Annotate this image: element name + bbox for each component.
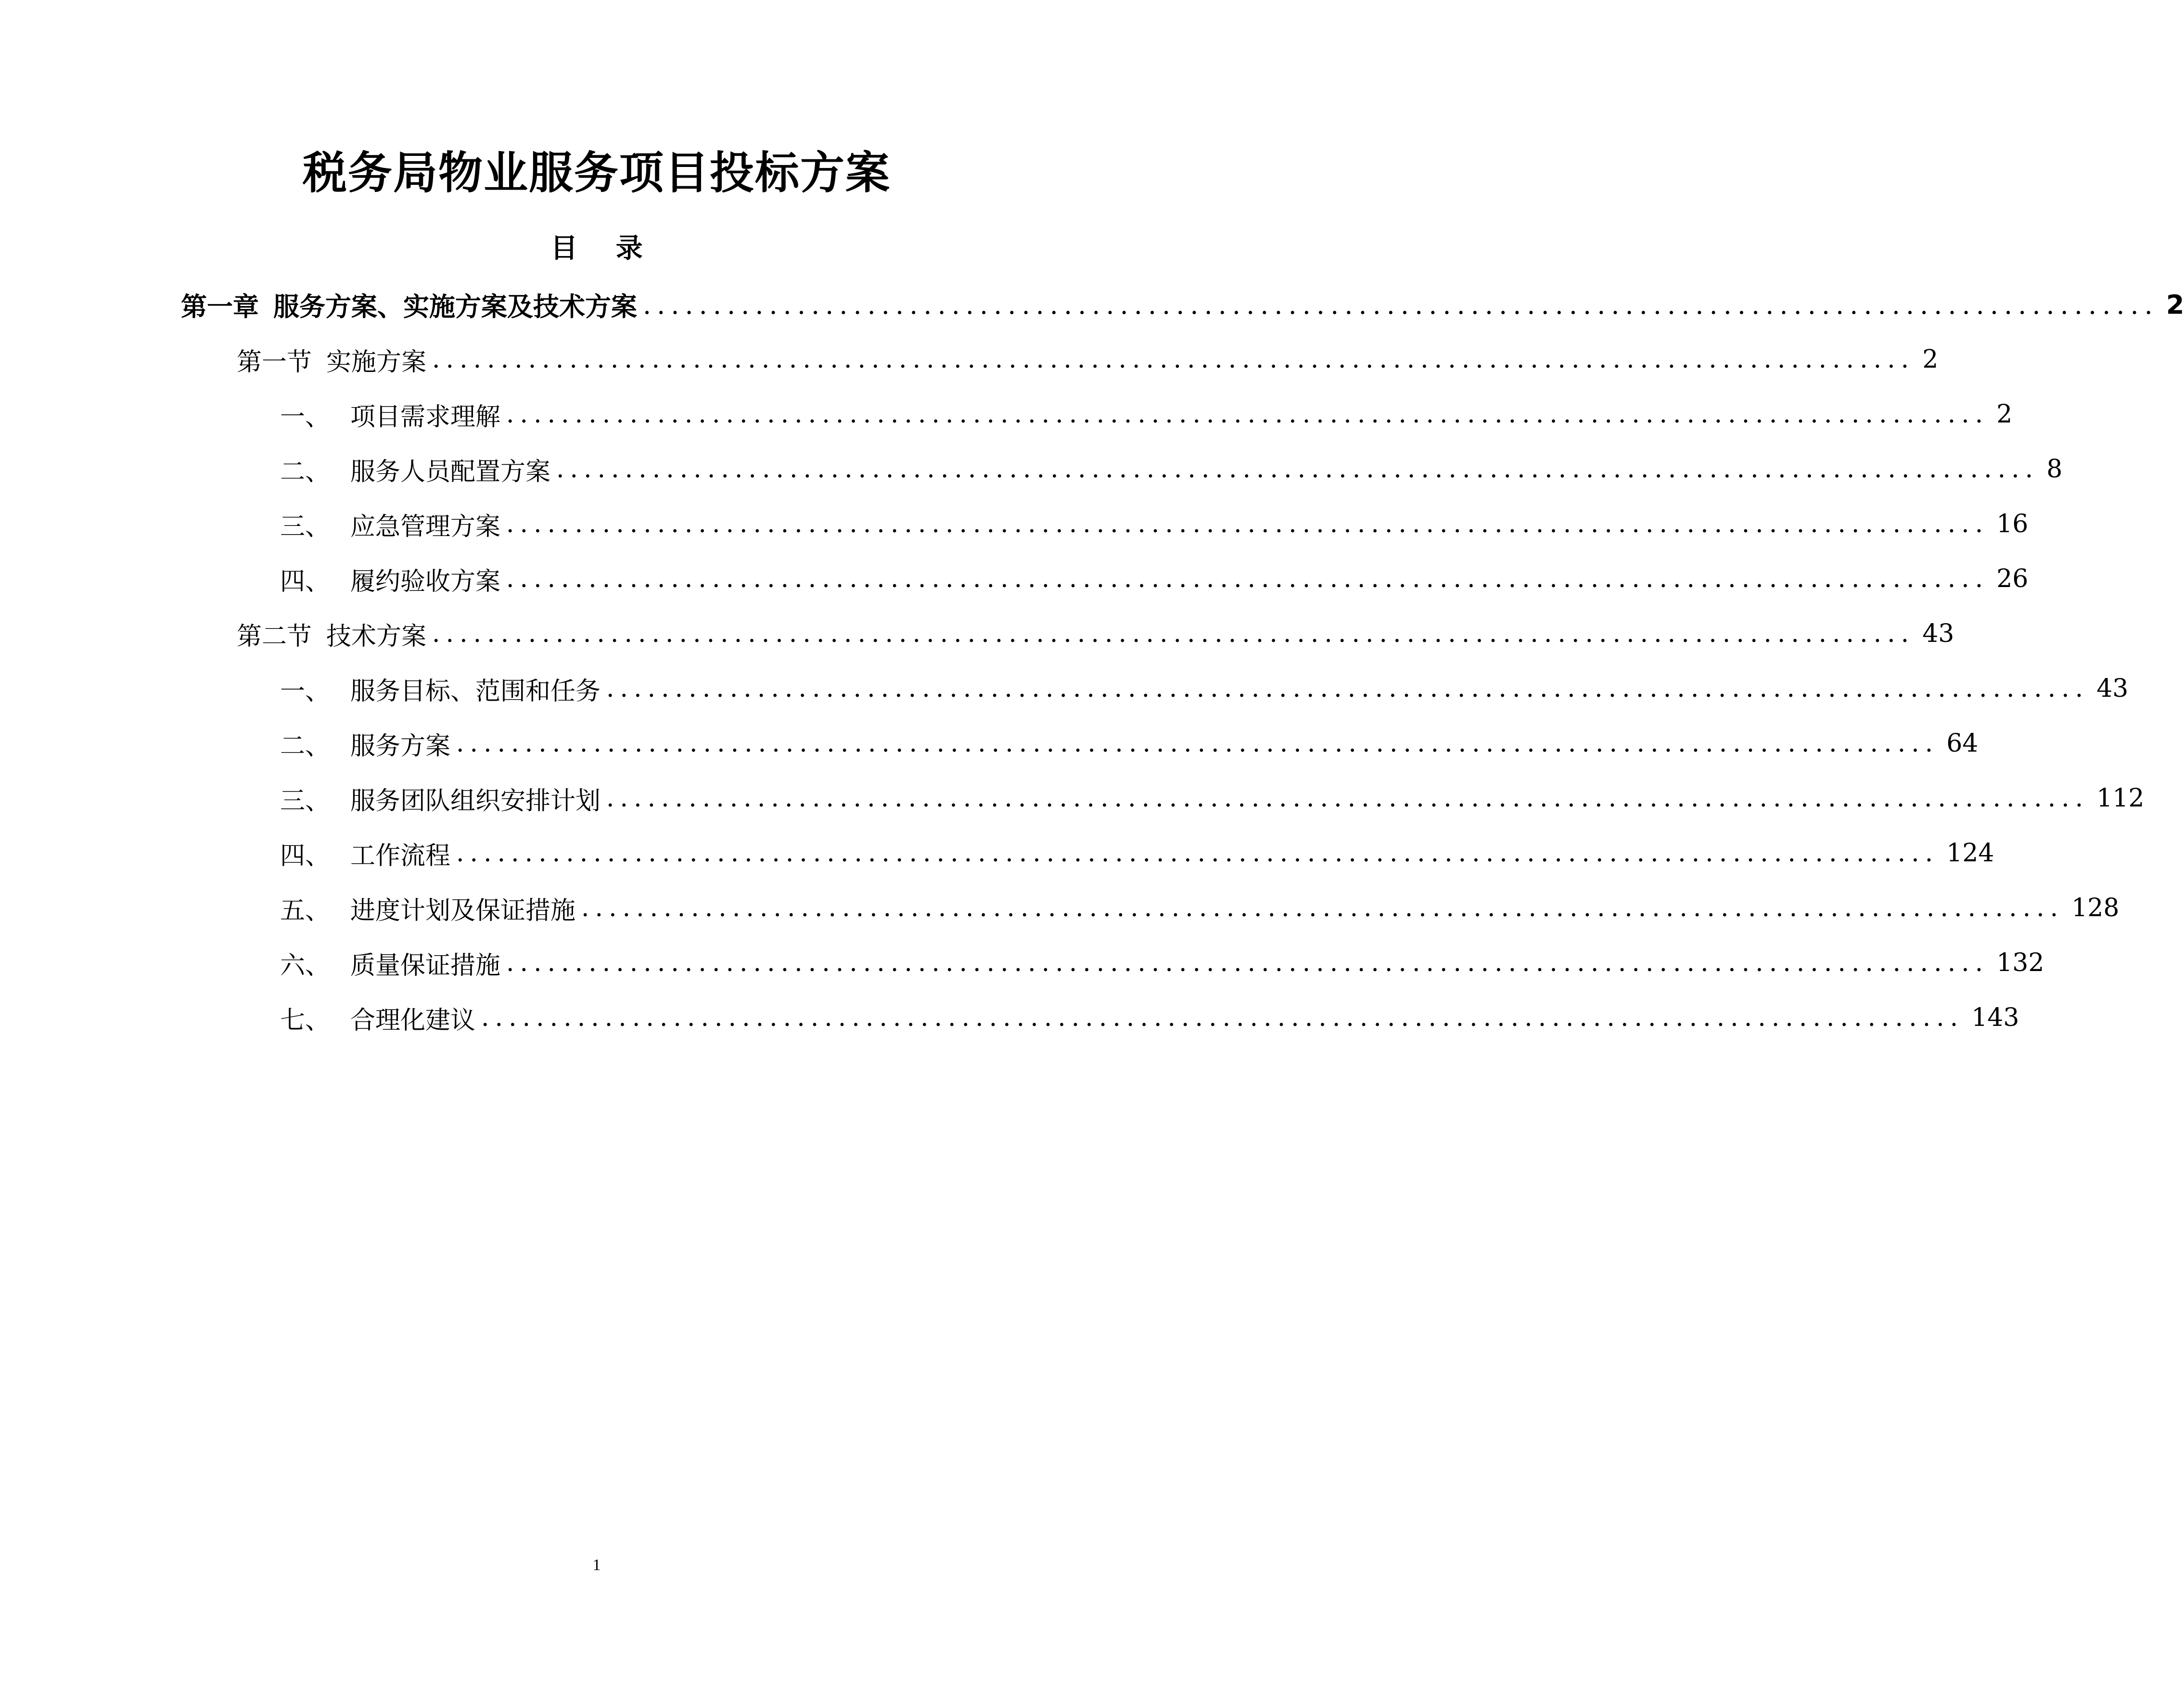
toc-item-number: 六、 <box>280 951 331 980</box>
toc-dot-leader: ............................................................................................................ <box>606 784 2089 813</box>
toc-item-number: 三、 <box>280 786 331 816</box>
toc-item-number: 一、 <box>280 402 331 432</box>
toc-entry-item[interactable] <box>280 557 2029 601</box>
toc-dot-leader: ............................................................................................................ <box>432 619 1915 648</box>
toc-item-title: 服务方案 <box>350 731 451 761</box>
toc-dot-leader: ............................................................................................................ <box>506 510 1989 538</box>
toc-section-title: 实施方案 <box>326 347 427 377</box>
toc-dot-leader: ............................................................................................................ <box>506 400 1989 429</box>
page-number: 1 <box>592 1556 601 1574</box>
toc-page-number: 112 <box>2096 784 2145 813</box>
toc-page-number: 132 <box>1996 948 2044 977</box>
toc-entry-item[interactable] <box>280 996 2019 1039</box>
toc-item-number: 四、 <box>280 841 331 870</box>
toc-entry-item[interactable] <box>280 886 2120 930</box>
toc-item-title: 合理化建议 <box>350 1006 476 1035</box>
toc-item-number: 三、 <box>280 512 331 541</box>
toc-page-number: 64 <box>1946 729 1979 758</box>
toc-item-number: 一、 <box>280 677 331 706</box>
toc-chapter-prefix: 第一章 <box>181 291 259 322</box>
toc-dot-leader: ............................................................................................................ <box>643 289 2158 320</box>
toc-item-number: 四、 <box>280 567 331 596</box>
toc-section-title: 技术方案 <box>326 622 427 651</box>
toc-page-number: 2 <box>1922 345 1939 374</box>
toc-chapter-title: 服务方案、实施方案及技术方案 <box>273 291 637 322</box>
toc-section-prefix: 第一节 <box>237 347 312 377</box>
toc-item-number: 二、 <box>280 731 331 761</box>
toc-entry-label <box>237 616 426 652</box>
toc-dot-leader: ............................................................................................................ <box>456 839 1939 868</box>
toc-page-number: 43 <box>2096 674 2129 703</box>
toc-dot-leader: ............................................................................................................ <box>481 1003 1964 1032</box>
toc-item-number: 五、 <box>280 896 331 925</box>
toc-page-number: 16 <box>1996 510 2029 538</box>
toc-entry-chapter-1[interactable] <box>181 283 2184 326</box>
toc-item-title: 应急管理方案 <box>350 512 501 541</box>
document-title: 税务局物业服务项目投标方案 <box>302 147 891 199</box>
toc-entry-label <box>181 286 637 323</box>
toc-item-title: 履约验收方案 <box>350 567 501 596</box>
toc-page-number: 2 <box>2166 289 2184 320</box>
toc-item-title: 项目需求理解 <box>350 402 501 432</box>
toc-dot-leader: ............................................................................................................ <box>606 674 2089 703</box>
toc-dot-leader: ............................................................................................................ <box>556 455 2039 484</box>
toc-page-number: 43 <box>1922 619 1954 648</box>
toc-page-number: 2 <box>1996 400 2013 429</box>
toc-dot-leader: ............................................................................................................ <box>432 345 1915 374</box>
toc-section-prefix: 第二节 <box>237 622 312 651</box>
toc-item-number: 二、 <box>280 457 331 486</box>
toc-item-title: 服务人员配置方案 <box>350 457 551 486</box>
toc-item-title: 工作流程 <box>350 841 451 870</box>
toc-entry-item[interactable] <box>280 831 1994 875</box>
toc-entry-section-2[interactable] <box>237 612 1954 655</box>
toc-dot-leader: ............................................................................................................ <box>506 948 1989 977</box>
toc-entry-item[interactable] <box>280 502 2029 546</box>
toc-heading: 目 录 <box>550 233 657 264</box>
toc-page-number: 143 <box>1971 1003 2019 1032</box>
toc-item-title: 服务目标、范围和任务 <box>350 677 601 706</box>
toc-entry-section-1[interactable] <box>237 338 1939 381</box>
toc-item-title: 质量保证措施 <box>350 951 501 980</box>
toc-dot-leader: ............................................................................................................ <box>456 729 1939 758</box>
toc-item-title: 进度计划及保证措施 <box>350 896 576 925</box>
toc-page-number: 26 <box>1996 564 2029 593</box>
toc-entry-item[interactable] <box>280 777 2145 820</box>
toc-entry-label <box>237 342 426 378</box>
toc-dot-leader: ............................................................................................................ <box>506 564 1989 593</box>
toc-entry-item[interactable] <box>280 448 2063 491</box>
toc-page-number: 128 <box>2071 894 2120 922</box>
toc-item-title: 服务团队组织安排计划 <box>350 786 601 816</box>
toc-dot-leader: ............................................................................................................ <box>581 894 2064 922</box>
toc-entry-item[interactable] <box>280 667 2129 710</box>
toc-entry-item[interactable] <box>280 941 2044 985</box>
toc-item-number: 七、 <box>280 1006 331 1035</box>
toc-page-number: 8 <box>2046 455 2063 484</box>
toc-page-number: 124 <box>1946 839 1994 868</box>
toc-entry-item[interactable] <box>280 393 2013 436</box>
toc-entry-item[interactable] <box>280 722 1979 765</box>
